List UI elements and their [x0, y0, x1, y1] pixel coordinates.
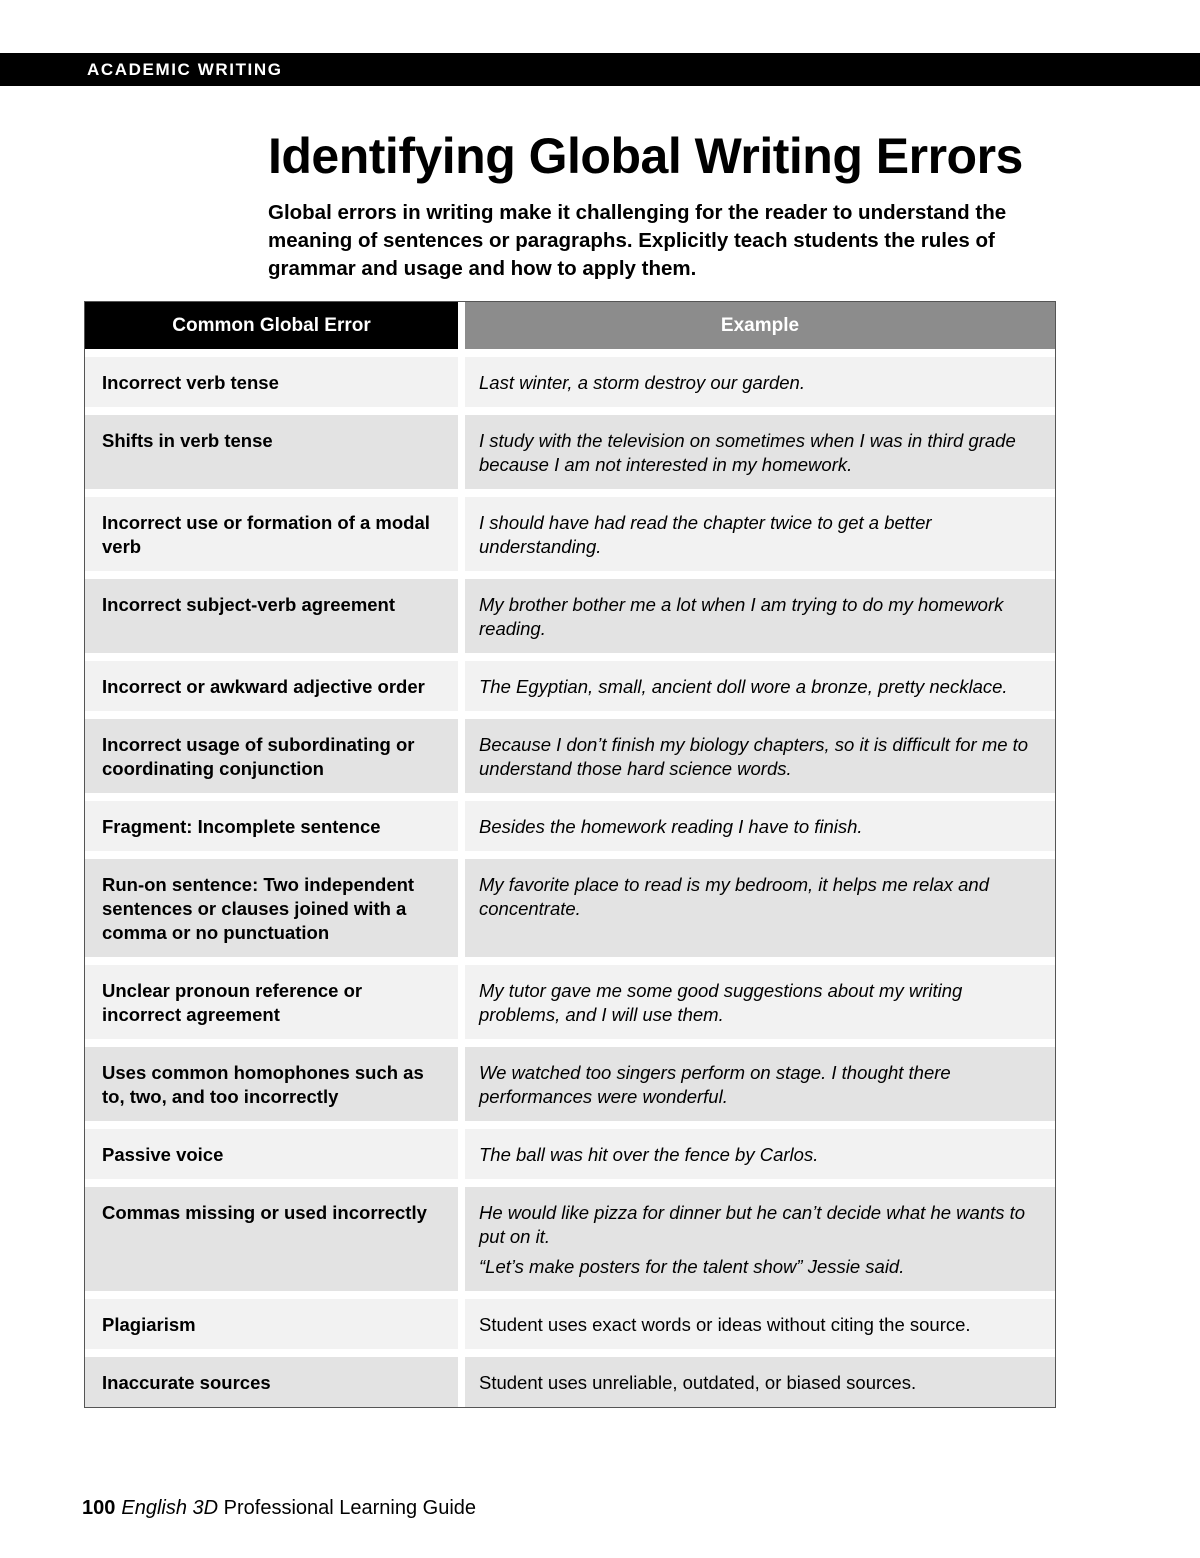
example-cell	[465, 1121, 1055, 1179]
error-cell: Passive voice	[85, 1121, 465, 1179]
table-row	[85, 1039, 1055, 1121]
example-text: My brother bother me a lot when I am trying to do my homework reading.	[479, 594, 1004, 639]
example-cell	[465, 1291, 1055, 1349]
errors-table	[84, 301, 1056, 1408]
error-cell: Commas missing or used incorrectly	[85, 1179, 465, 1291]
error-cell: Unclear pronoun reference or incorrect agreement	[85, 957, 465, 1039]
error-cell: Shifts in verb tense	[85, 407, 465, 489]
example-text: I study with the television on sometimes when I was in third grade because I am not interested in my homework.	[479, 430, 1016, 475]
section-header-bar	[0, 53, 1200, 86]
header-example: Example	[465, 302, 1055, 349]
header-error: Common Global Error	[85, 302, 465, 349]
example-cell	[465, 571, 1055, 653]
table-row	[85, 653, 1055, 711]
example-text: “Let’s make posters for the talent show” Jessie said.	[479, 1256, 905, 1277]
example-text: The ball was hit over the fence by Carlos.	[479, 1144, 819, 1165]
table-row	[85, 489, 1055, 571]
example-text: The Egyptian, small, ancient doll wore a bronze, pretty necklace.	[479, 676, 1008, 697]
table-row	[85, 957, 1055, 1039]
error-cell: Incorrect or awkward adjective order	[85, 653, 465, 711]
example-text: We watched too singers perform on stage. I thought there performances were wonderful.	[479, 1062, 951, 1107]
example-cell	[465, 793, 1055, 851]
error-cell: Inaccurate sources	[85, 1349, 465, 1407]
example-cell	[465, 407, 1055, 489]
error-cell: Fragment: Incomplete sentence	[85, 793, 465, 851]
error-cell: Incorrect usage of subordinating or coordinating conjunction	[85, 711, 465, 793]
table-row	[85, 1179, 1055, 1291]
table-row	[85, 1291, 1055, 1349]
page-title: Identifying Global Writing Errors	[268, 128, 1023, 184]
table-row	[85, 407, 1055, 489]
example-cell	[465, 489, 1055, 571]
guide-label: Professional Learning Guide	[223, 1497, 477, 1519]
example-text: I should have had read the chapter twice to get a better understanding.	[479, 512, 932, 557]
table-row	[85, 349, 1055, 407]
example-cell	[465, 1349, 1055, 1407]
example-text: Student uses exact words or ideas without citing the source.	[479, 1314, 971, 1335]
page-footer	[82, 1496, 476, 1520]
table-row	[85, 711, 1055, 793]
example-cell	[465, 1179, 1055, 1291]
error-cell: Plagiarism	[85, 1291, 465, 1349]
page-number: 100	[82, 1497, 116, 1519]
error-cell: Incorrect verb tense	[85, 349, 465, 407]
example-cell	[465, 1039, 1055, 1121]
example-cell	[465, 349, 1055, 407]
error-cell: Run-on sentence: Two independent sentences or clauses joined with a comma or no punctuation	[85, 851, 465, 957]
example-text: He would like pizza for dinner but he can’t decide what he wants to put on it.	[479, 1202, 1026, 1247]
table-row	[85, 851, 1055, 957]
error-cell: Incorrect use or formation of a modal verb	[85, 489, 465, 571]
section-label: ACADEMIC WRITING	[87, 60, 283, 79]
example-text: Student uses unreliable, outdated, or biased sources.	[479, 1372, 917, 1393]
table-row	[85, 793, 1055, 851]
table-row	[85, 1121, 1055, 1179]
error-cell: Uses common homophones such as to, two, and too incorrectly	[85, 1039, 465, 1121]
example-cell	[465, 957, 1055, 1039]
book-title: English 3D	[121, 1497, 219, 1519]
example-text: Because I don’t finish my biology chapters, so it is difficult for me to understand those hard science words.	[479, 734, 1029, 779]
example-text: My tutor gave me some good suggestions about my writing problems, and I will use them.	[479, 980, 963, 1025]
intro-paragraph: Global errors in writing make it challenging for the reader to understand the meaning of sentences or paragraphs. Explicitly teach students the rules of grammar and usage and how to apply them.	[268, 201, 1007, 280]
example-text: Besides the homework reading I have to finish.	[479, 816, 863, 837]
example-text: Last winter, a storm destroy our garden.	[479, 372, 805, 393]
error-cell: Incorrect subject-verb agreement	[85, 571, 465, 653]
table-row	[85, 571, 1055, 653]
table-row	[85, 1349, 1055, 1407]
example-text: My favorite place to read is my bedroom, it helps me relax and concentrate.	[479, 874, 990, 919]
example-cell	[465, 711, 1055, 793]
example-cell	[465, 653, 1055, 711]
example-cell	[465, 851, 1055, 957]
table-header-row	[85, 302, 1055, 349]
